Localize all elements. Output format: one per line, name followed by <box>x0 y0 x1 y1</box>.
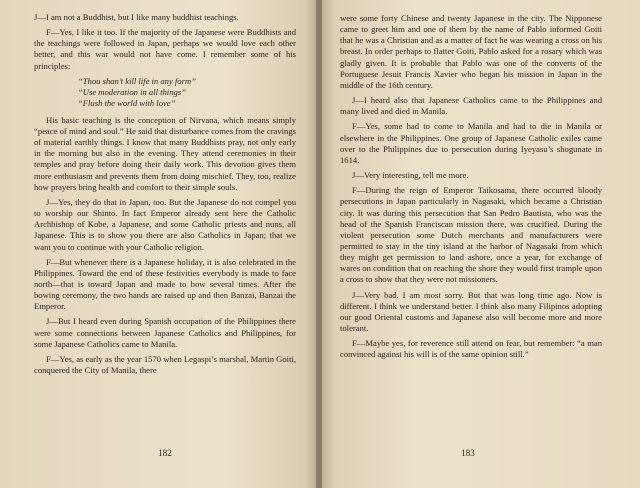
left-page-text <box>34 12 296 380</box>
paragraph: J—Very bad. I am most sorry. But that was long time ago. Now is different. I think we understand better. I think also many Filipinos adopting our good Oriental customs and Japanese also will become more and more tolerant. <box>340 289 602 334</box>
quote-line: “Use moderation in all things” <box>78 86 186 97</box>
paragraph: J—Very interesting, tell me more. <box>352 170 469 181</box>
paragraph: F—Yes, some had to come to Manila and had to die in Manila or elsewhere in the Philippines. One group of Japanese Catholic exiles came over to the Philippines due to persecution during Iyeyasu’s shogunate in 1614. <box>340 121 602 165</box>
paragraph: F—During the reign of Emperor Taikosama, there occurred bloody persecutions in Japan particularly in Nagasaki, which became a Christian city. It was during this persecution that San Pedro Bautista, who was the head of the Spanish Franciscan mission there, was crucified. During the violent persecution some Dutch merchants and manufacturers were permitted to stay in the tiny island at the harbor of Nagasaki from which they might get permission to land ashore, once a year, for exchange of wares on condition that on reaching the shore they would first trample upon a cross to show that they were not missioners. <box>340 185 602 285</box>
right-page-text <box>340 13 602 365</box>
paragraph: F—Yes, as early as the year 1570 when Legaspi’s marshal, Martin Goiti, conquered the City of Manila, there <box>34 353 296 376</box>
right-page <box>322 0 640 488</box>
left-page <box>0 0 318 488</box>
quoted-principles <box>78 76 296 109</box>
quote-line: “Thou shan’t kill life in any form” <box>78 75 196 86</box>
paragraph: J—Yes, they do that in Japan, too. But the Japanese do not compel you to worship our Shinto. In fact Emperor already sent here the Catholic Archbishop of Kobe, a Japanese, and some Catholic priests and nuns, all Japanese. This is to show you there are also Catholics in Japan; that we want you to continue with your Catholic religion. <box>34 196 296 252</box>
paragraph: were some forty Chinese and twenty Japanese in the city. The Nipponese came to greet him and one of them by the name of Pablo informed Goiti that he was a Christian and as a matter of fact he was wearing a cross on his breast. In order perhaps to flatter Goiti, Pablo asked for a rosary which was gladly given. It is probable that Pablo was one of the converts of the Portuguese Jesuit Francis Xavier who began his mission in Japan in the middle of the 16th century. <box>340 13 602 90</box>
paragraph: J—I am not a Buddhist, but I like many buddhist teachings. <box>34 12 239 22</box>
paragraph: J—I heard also that Japanese Catholics came to the Philippines and many lived and died in Manila. <box>340 95 602 117</box>
page-number-right: 183 <box>461 448 475 458</box>
paragraph: F—Yes, I like it too. If the majority of the Japanese were Buddhists and the teachings were followed in Japan, perhaps we would love each other better, and this war would not have come. I remember some of his principles: <box>34 27 296 71</box>
quote-line: “Flush the world with love” <box>78 97 176 108</box>
paragraph: His basic teaching is the conception of Nirvana, which means simply “peace of mind and soul.” He said that disturbance comes from the cravings of material earthly things. I know that many Buddhists pray, not only early in the morning but also in the evening. They attend ceremonies in their temples and pray before doing their daily work. This devotion gives them more enthusiasm and prevents them from doing mischief. They, too, realize how prayers bring health and comfort to their simple souls. <box>34 114 296 192</box>
page-number-left: 182 <box>158 448 172 458</box>
paragraph: F—Maybe yes, for reverence still attend on fear, but remember: “a man convinced against his will is of the same opinion still.” <box>340 338 602 360</box>
paragraph: F—But whenever there is a Japanese holiday, it is also celebrated in the Philippines. Toward the end of these festivities everybody is made to face north—that is toward Japan and made to bow several times. After the bowing ceremony, the two hands are raised up and then Banzai, Banzai the Emperor. <box>34 256 296 312</box>
paragraph: J—But I heard even during Spanish occupation of the Philippines there were some connections between Japanese Catholics and Philippines, for some Japanese Catholics came to Manila. <box>34 316 296 349</box>
